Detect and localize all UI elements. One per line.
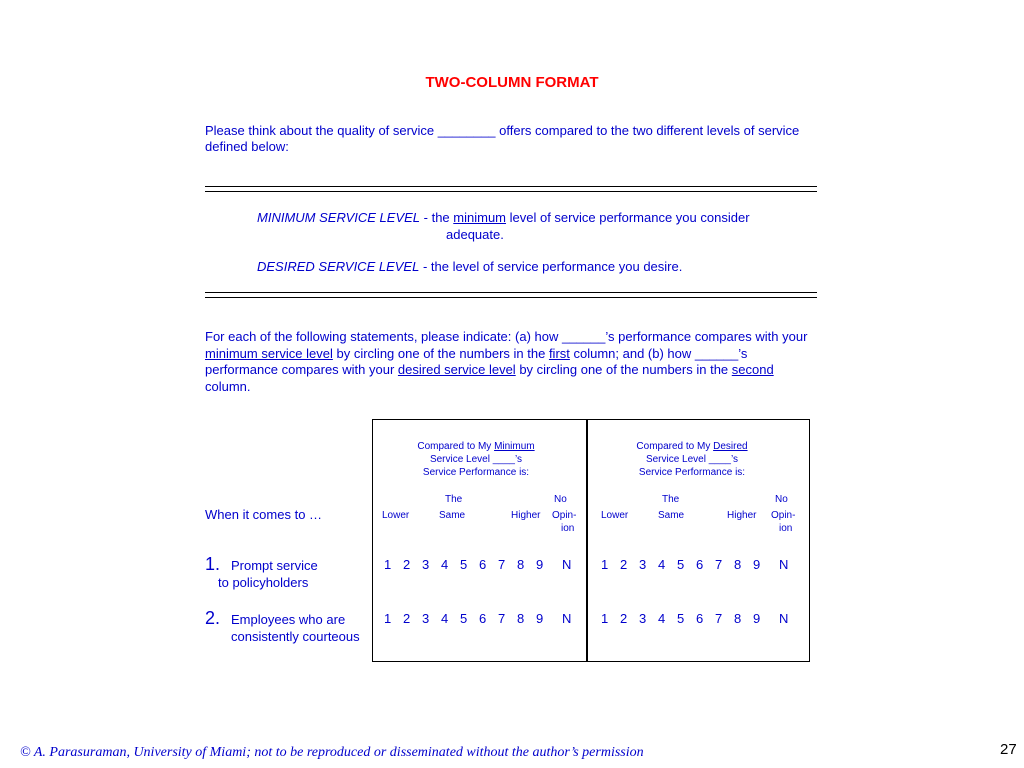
item-2-des-9[interactable]: 9	[753, 611, 761, 626]
item-2-min-6[interactable]: 6	[479, 611, 487, 626]
item-1-min-7[interactable]: 7	[498, 557, 506, 572]
minimum-underlined: minimum	[453, 210, 507, 225]
left-label-higher: Higher	[511, 510, 541, 521]
left-label-ion: ion	[561, 523, 575, 534]
item-2-des-6[interactable]: 6	[696, 611, 704, 626]
item-1-des-2[interactable]: 2	[620, 557, 628, 572]
left-header-line2: Service Level ____’s	[429, 454, 523, 465]
instr-part-2: by circling one of the numbers in the	[332, 345, 549, 361]
page-number: 27	[1000, 741, 1017, 758]
item-1-des-3[interactable]: 3	[639, 557, 647, 572]
item-2-number: 2.	[205, 608, 221, 628]
item-2-des-3[interactable]: 3	[639, 611, 647, 626]
left-column-header	[376, 440, 576, 479]
right-label-the: The	[662, 494, 680, 505]
right-label-lower: Lower	[601, 510, 629, 521]
bottom-double-rule	[205, 292, 817, 298]
instr-underline-second: second	[731, 362, 774, 377]
instr-part-5: column.	[205, 378, 251, 394]
item-2-min-5[interactable]: 5	[460, 611, 468, 626]
left-label-no: No	[554, 494, 567, 505]
top-double-rule	[205, 186, 817, 192]
item-2-min-4[interactable]: 4	[441, 611, 449, 626]
item-1-number: 1.	[205, 554, 221, 574]
right-label-opin: Opin-	[771, 510, 796, 521]
item-2-min-3[interactable]: 3	[422, 611, 430, 626]
item-1-des-9[interactable]: 9	[753, 557, 761, 572]
desired-text: - the level of service performance you desire.	[419, 259, 683, 274]
right-label-ion: ion	[779, 523, 793, 534]
minimum-label: MINIMUM SERVICE LEVEL	[257, 210, 421, 225]
right-label-same: Same	[658, 510, 685, 521]
item-1-min-6[interactable]: 6	[479, 557, 487, 572]
item-1-des-4[interactable]: 4	[658, 557, 666, 572]
copyright-footer: © A. Parasuraman, University of Miami; not to be reproduced or disseminated without the author’s permission	[20, 745, 644, 760]
slide-title: TWO-COLUMN FORMAT	[425, 74, 599, 91]
minimum-definition	[257, 209, 817, 226]
item-2-des-8[interactable]: 8	[734, 611, 742, 626]
item-1-min-9[interactable]: 9	[536, 557, 544, 572]
right-header-line3: Service Performance is:	[638, 467, 746, 478]
instr-part-1: For each of the following statements, please indicate: (a) how ______’s performance compares with your	[205, 329, 808, 344]
item-2-min-2[interactable]: 2	[403, 611, 411, 626]
instr-underline-desired: desired service level	[397, 362, 516, 377]
left-header-minimum: Minimum	[494, 441, 535, 452]
item-1-des-8[interactable]: 8	[734, 557, 742, 572]
item-2-des-7[interactable]: 7	[715, 611, 723, 626]
desired-definition	[257, 258, 682, 275]
item-2-min-N[interactable]: N	[562, 611, 572, 626]
desired-label: DESIRED SERVICE LEVEL	[257, 259, 420, 274]
right-label-higher: Higher	[727, 510, 757, 521]
item-1-des-5[interactable]: 5	[677, 557, 685, 572]
item-2-des-5[interactable]: 5	[677, 611, 685, 626]
item-1-line1: Prompt service	[231, 558, 318, 573]
item-2-min-9[interactable]: 9	[536, 611, 544, 626]
item-1-des-7[interactable]: 7	[715, 557, 723, 572]
when-it-comes-to-label: When it comes to …	[205, 507, 323, 522]
item-2-min-8[interactable]: 8	[517, 611, 525, 626]
item-2-min-1[interactable]: 1	[384, 611, 392, 626]
intro-paragraph: Please think about the quality of service ________ offers compared to the two different levels of service defined below:	[205, 123, 800, 154]
right-header-prefix: Compared to My	[636, 441, 714, 452]
minimum-text-after: level of service performance you consider	[506, 210, 750, 225]
minimum-text-before: - the	[420, 210, 454, 225]
minimum-definition-continuation: adequate.	[446, 227, 504, 242]
instr-part-3: column; and (b) how ______’s performance compares with your	[205, 345, 748, 377]
item-2-des-1[interactable]: 1	[601, 611, 609, 626]
item-1-scales	[0, 557, 1024, 575]
instr-underline-minimum: minimum service level	[205, 345, 333, 361]
item-1-min-N[interactable]: N	[562, 557, 572, 572]
item-1-min-5[interactable]: 5	[460, 557, 468, 572]
instr-part-4: by circling one of the numbers in the	[515, 362, 732, 377]
item-1-line2: to policyholders	[218, 575, 309, 590]
item-1-min-8[interactable]: 8	[517, 557, 525, 572]
right-label-no: No	[775, 494, 788, 505]
item-1-des-6[interactable]: 6	[696, 557, 704, 572]
item-2-line1: Employees who are	[231, 612, 346, 627]
item-1-min-2[interactable]: 2	[403, 557, 411, 572]
instr-underline-first: first	[548, 345, 570, 361]
item-2-line2: consistently courteous	[231, 629, 360, 644]
right-header-line2: Service Level ____’s	[645, 454, 739, 465]
item-1-des-N[interactable]: N	[779, 557, 789, 572]
item-1-min-1[interactable]: 1	[384, 557, 392, 572]
left-header-line3: Service Performance is:	[422, 467, 530, 478]
item-1-min-4[interactable]: 4	[441, 557, 449, 572]
item-2-des-N[interactable]: N	[779, 611, 789, 626]
left-label-same: Same	[439, 510, 466, 521]
left-header-prefix: Compared to My	[417, 441, 495, 452]
item-2-des-4[interactable]: 4	[658, 611, 666, 626]
right-column-header	[592, 440, 792, 479]
item-2-des-2[interactable]: 2	[620, 611, 628, 626]
item-2-min-7[interactable]: 7	[498, 611, 506, 626]
right-header-desired: Desired	[713, 441, 748, 452]
item-1-des-1[interactable]: 1	[601, 557, 609, 572]
instructions-paragraph	[205, 329, 815, 395]
left-label-lower: Lower	[382, 510, 410, 521]
left-label-opin: Opin-	[552, 510, 577, 521]
item-1-min-3[interactable]: 3	[422, 557, 430, 572]
item-2-scales	[0, 611, 1024, 629]
left-label-the: The	[445, 494, 463, 505]
